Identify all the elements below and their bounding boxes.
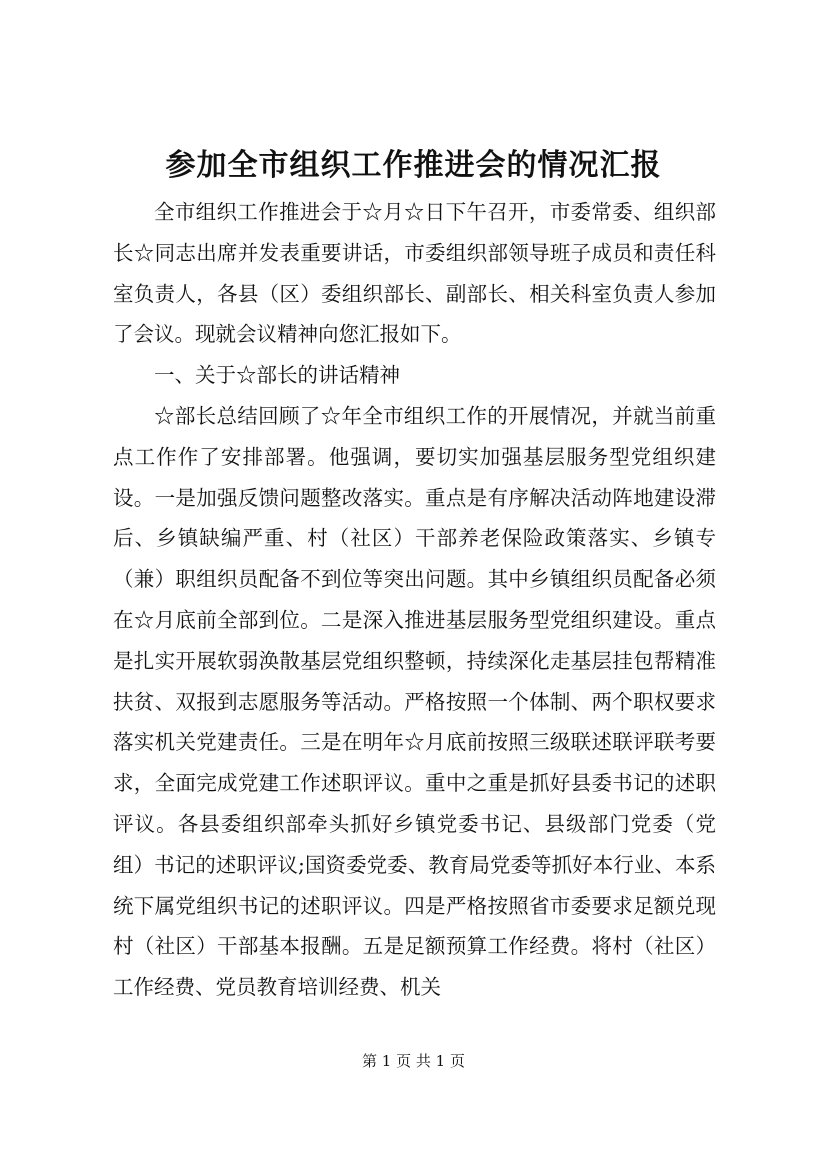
section-heading: 一、关于☆部长的讲话精神	[154, 363, 400, 388]
page-footer: 第 1 页 共 1 页	[362, 1052, 465, 1070]
paragraph-intro: 全市组织工作推进会于☆月☆日下午召开，市委常委、组织部长☆同志出席并发表重要讲话，市委组织部领导班子成员和责任科室负责人，各县（区）委组织部长、副部长、相关科室负责人参加了会议。现就会议精神向您汇报如下。	[113, 200, 716, 347]
document-title: 参加全市组织工作推进会的情况汇报	[165, 148, 662, 183]
document-body	[113, 192, 716, 1008]
paragraph-speech: ☆部长总结回顾了☆年全市组织工作的开展情况，并就当前重点工作作了安排部署。他强调，要切实加强基层服务型党组织建设。一是加强反馈问题整改落实。重点是有序解决活动阵地建设滞后、乡镇缺编严重、村（社区）干部养老保险政策落实、乡镇专（兼）职组织员配备不到位等突出问题。其中乡镇组织员配备必须在☆月底前全部到位。二是深入推进基层服务型党组织建设。重点是扎实开展软弱涣散基层党组织整顿，持续深化走基层挂包帮精准扶贫、双报到志愿服务等活动。严格按照一个体制、两个职权要求落实机关党建责任。三是在明年☆月底前按照三级联述联评联考要求，全面完成党建工作述职评议。重中之重是抓好县委书记的述职评议。各县委组织部牵头抓好乡镇党委书记、县级部门党委（党组）书记的述职评议;国资委党委、教育局党委等抓好本行业、本系统下属党组织书记的述职评议。四是严格按照省市委要求足额兑现村（社区）干部基本报酬。五是足额预算工作经费。将村（社区）工作经费、党员教育培训经费、机关	[113, 403, 716, 1000]
